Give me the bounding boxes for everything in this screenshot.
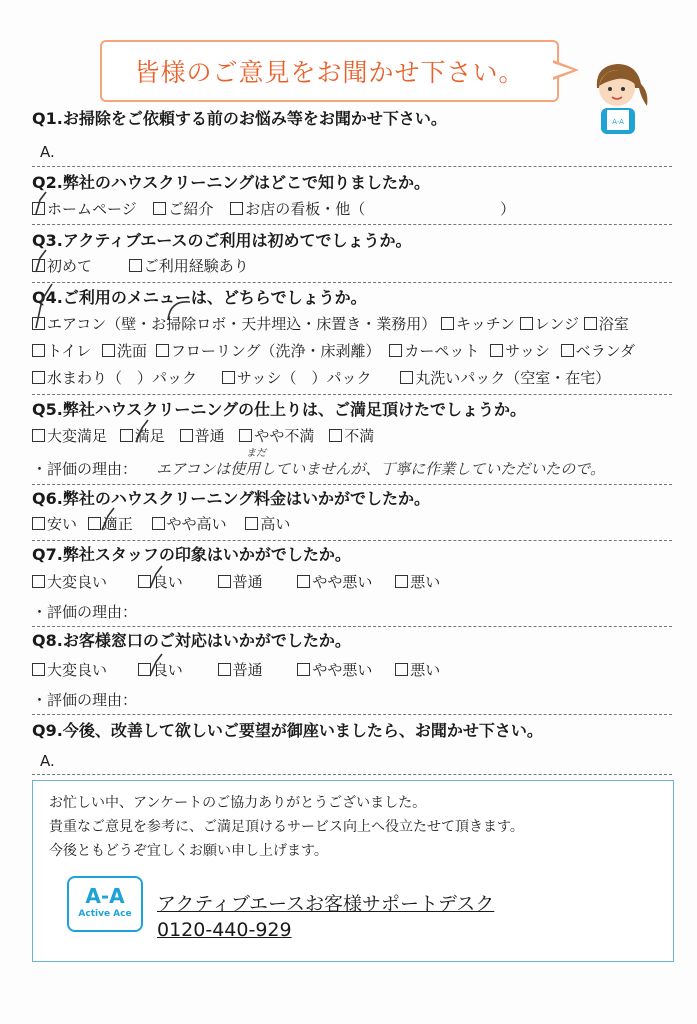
q2-close-paren: ） — [500, 200, 516, 218]
check-mark-q7 — [150, 566, 162, 588]
q5-reason-handwritten[interactable]: エアコンは使用していませんが、丁寧に作業していただいたので。 — [156, 460, 605, 478]
q5-option-somewhat-dissatisfied[interactable]: やや不満 — [239, 427, 314, 445]
survey-title: 皆様のご意見をお聞かせ下さい。 — [134, 58, 525, 87]
q3-option-used-before[interactable]: ご利用経験あり — [129, 257, 249, 275]
q3-option-first-time[interactable]: 初めて — [32, 257, 92, 275]
check-mark-q2 — [36, 192, 46, 214]
q4-option-washroom[interactable]: 洗面 — [102, 342, 147, 360]
q4-option-veranda[interactable]: ベランダ — [561, 342, 635, 360]
q5-reason-insert: まだ — [246, 448, 266, 459]
q4-option-full-pack[interactable]: 丸洗いパック（空室・在宅） — [400, 369, 610, 387]
q7-option-good[interactable]: 良い — [138, 573, 183, 591]
logo-mark: A-A — [85, 884, 125, 908]
q9-answer-label: A. — [40, 752, 55, 770]
q5-option-normal[interactable]: 普通 — [180, 427, 225, 445]
q6-question: Q6.弊社のハウスクリーニング料金はいかがでしたか。 — [32, 489, 431, 508]
q6-option-somewhat-expensive[interactable]: やや高い — [152, 515, 227, 533]
support-desk-link[interactable]: アクティブエースお客様サポートデスク — [157, 893, 495, 915]
check-mark-q3 — [36, 250, 46, 272]
q8-question: Q8.お客様窓口のご対応はいかがでしたか。 — [32, 631, 351, 650]
q6-option-cheap[interactable]: 安い — [32, 515, 77, 533]
q7-reason-label: ・評価の理由： — [32, 603, 138, 621]
thank-you-line-3: 今後ともどうぞ宜しくお願い申し上げます。 — [49, 843, 328, 859]
q4-option-kitchen[interactable]: キッチン — [441, 315, 515, 333]
svg-text:A-A: A-A — [612, 118, 624, 126]
q4-option-water-pack[interactable]: 水まわり（ ）パック — [32, 369, 197, 387]
q3-question: Q3.アクティブエースのご利用は初めてでしょうか。 — [32, 231, 412, 250]
q8-option-very-good[interactable]: 大変良い — [32, 661, 107, 679]
q5-question: Q5.弊社ハウスクリーニングの仕上りは、ご満足頂けたでしょうか。 — [32, 400, 527, 419]
q5-option-dissatisfied[interactable]: 不満 — [329, 427, 374, 445]
q7-option-bad[interactable]: 悪い — [395, 573, 440, 591]
q4-option-flooring[interactable]: フローリング（洗浄・床剥離） — [156, 342, 381, 360]
q7-question: Q7.弊社スタッフの印象はいかがでしたか。 — [32, 545, 351, 564]
q2-option-referral[interactable]: ご紹介 — [153, 200, 213, 218]
q9-question: Q9.今後、改善して欲しいご要望が御座いましたら、お聞かせ下さい。 — [32, 721, 543, 740]
q8-option-normal[interactable]: 普通 — [218, 661, 263, 679]
q4-option-aircon[interactable]: エアコン（壁・お掃除ロボ・天井埋込・床置き・業務用） — [32, 315, 436, 333]
check-mark-q8 — [150, 654, 162, 676]
q1-answer-label: A. — [40, 143, 55, 161]
check-mark-q6 — [102, 508, 114, 530]
q5-option-satisfied[interactable]: 満足 — [120, 427, 165, 445]
q2-option-homepage[interactable]: ホームページ — [32, 200, 137, 218]
logo-text: Active Ace — [78, 909, 132, 919]
check-mark-q4-robot — [168, 302, 190, 320]
q4-option-carpet[interactable]: カーペット — [389, 342, 479, 360]
q4-option-sash-pack[interactable]: サッシ（ ）パック — [222, 369, 372, 387]
q6-option-fair[interactable]: 適正 — [88, 515, 133, 533]
q4-question: Q4.ご利用のメニューは、どちらでしょうか。 — [32, 288, 367, 307]
check-mark-q5 — [136, 420, 148, 442]
q5-option-very-satisfied[interactable]: 大変満足 — [32, 427, 107, 445]
q2-option-signboard[interactable]: お店の看板・他（ — [230, 200, 365, 218]
q4-option-sash[interactable]: サッシ — [490, 342, 550, 360]
q7-option-normal[interactable]: 普通 — [218, 573, 263, 591]
thank-you-line-2: 貴重なご意見を参考に、ご満足頂けるサービス向上へ役立たせて頂きます。 — [49, 819, 524, 835]
q7-option-somewhat-bad[interactable]: やや悪い — [297, 573, 372, 591]
q8-option-good[interactable]: 良い — [138, 661, 183, 679]
support-phone-link[interactable]: 0120-440-929 — [157, 919, 292, 941]
q1-question: Q1.お掃除をご依頼する前のお悩み等をお聞かせ下さい。 — [32, 109, 447, 128]
q8-option-bad[interactable]: 悪い — [395, 661, 440, 679]
q4-option-bath[interactable]: 浴室 — [584, 315, 629, 333]
q2-question: Q2.弊社のハウスクリーニングはどこで知りましたか。 — [32, 173, 431, 192]
check-mark-q4 — [36, 284, 52, 328]
q7-option-very-good[interactable]: 大変良い — [32, 573, 107, 591]
q8-option-somewhat-bad[interactable]: やや悪い — [297, 661, 372, 679]
thank-you-box — [32, 780, 674, 962]
q5-reason-label: ・評価の理由： — [32, 460, 138, 478]
thank-you-line-1: お忙しい中、アンケートのご協力ありがとうございました。 — [49, 795, 427, 811]
q4-option-toilet[interactable]: トイレ — [32, 342, 91, 360]
q6-option-expensive[interactable]: 高い — [245, 515, 290, 533]
q8-reason-label: ・評価の理由： — [32, 691, 138, 709]
q4-option-range[interactable]: レンジ — [520, 315, 579, 333]
active-ace-logo — [67, 876, 143, 932]
